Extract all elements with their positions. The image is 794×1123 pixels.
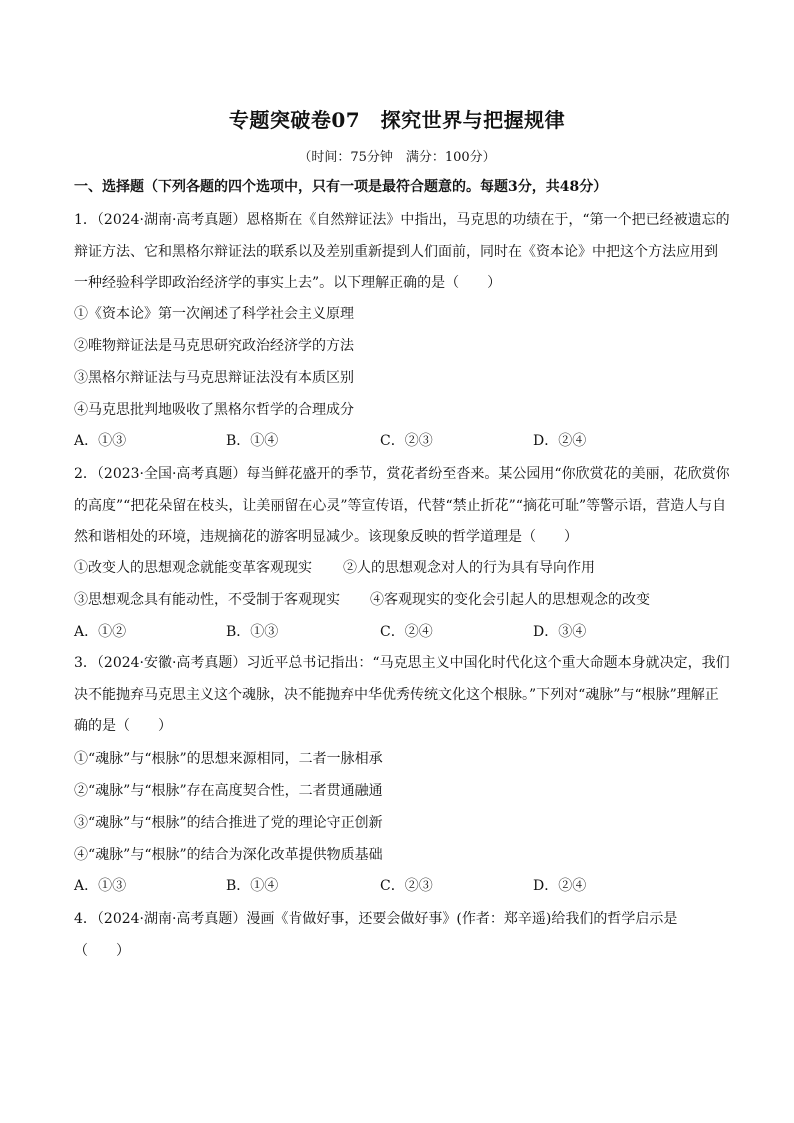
section-heading: 一、选择题（下列各题的四个选项中，只有一项是最符合题意的。每题3分，共48分）: [74, 179, 608, 195]
statement-3: ③“魂脉”与“根脉”的结合推进了党的理论守正创新: [74, 815, 383, 831]
stem-line: 一种经验科学即政治经济学的事实上去”。以下理解正确的是（ ）: [74, 275, 502, 291]
answer-option-b: B．①④: [226, 878, 279, 894]
answer-option-a: A．①③: [74, 433, 127, 449]
stem-line: 1．（2024·湖南·高考真题）恩格斯在《自然辩证法》中指出，马克思的功绩在于，“第一个把已经被遗忘的: [74, 212, 730, 228]
answer-option-d: D．②④: [533, 433, 587, 449]
answer-option-b: B．①④: [226, 433, 279, 449]
answer-option-d: D．③④: [533, 624, 587, 640]
statement-2: ②人的思想观念对人的行为具有导向作用: [343, 560, 595, 576]
answer-option-a: A．①②: [74, 624, 127, 640]
answer-option-c: C．②④: [380, 624, 433, 640]
exam-info: （时间：75分钟 满分：100分）: [298, 150, 496, 165]
statement-3: ③思想观念具有能动性，不受制于客观现实: [74, 592, 340, 608]
stem-line: 确的是（ ）: [74, 718, 172, 734]
stem-line: 决不能抛弃马克思主义这个魂脉，决不能抛弃中华优秀传统文化这个根脉。”下列对“魂脉”与“根脉”理解正: [74, 686, 719, 703]
page-title: 专题突破卷07 探究世界与把握规律: [228, 108, 566, 132]
question-1-stem: [74, 205, 730, 300]
answer-option-d: D．②④: [533, 878, 587, 894]
stem-line: 的高度”“把花朵留在枝头，让美丽留在心灵”等宣传语，代替“禁止折花”“摘花可耻”等警示语，营造人与自: [74, 497, 727, 514]
answer-option-b: B．①③: [226, 624, 279, 640]
stem-line: 然和谐相处的环境，违规摘花的游客明显减少。该现象反映的哲学道理是（ ）: [74, 529, 578, 545]
answer-option-a: A．①③: [74, 878, 127, 894]
statement-4: ④马克思批判地吸收了黑格尔哲学的合理成分: [74, 402, 354, 418]
statement-3: ③黑格尔辩证法与马克思辩证法没有本质区别: [74, 370, 354, 386]
question-3-stem: [74, 648, 730, 743]
statement-1: ①《资本论》第一次阐述了科学社会主义原理: [74, 306, 354, 322]
stem-line: 辩证方法、它和黑格尔辩证法的联系以及差别重新提到人们面前，同时在《资本论》中把这个方法应用到: [74, 243, 718, 260]
statement-4: ④客观现实的变化会引起人的思想观念的改变: [370, 592, 650, 608]
stem-line: 3．（2024·安徽·高考真题）习近平总书记指出：“马克思主义中国化时代化这个重大命题本身就决定，我们: [74, 655, 730, 671]
statement-2: ②唯物辩证法是马克思研究政治经济学的方法: [74, 338, 354, 354]
statement-2: ②“魂脉”与“根脉”存在高度契合性，二者贯通融通: [74, 783, 383, 799]
stem-line: （ ）: [74, 942, 130, 959]
statement-4: ④“魂脉”与“根脉”的结合为深化改革提供物质基础: [74, 847, 383, 863]
question-4-stem: [74, 904, 724, 967]
statement-1: ①改变人的思想观念就能变革客观现实: [74, 560, 312, 576]
statement-1: ①“魂脉”与“根脉”的思想来源相同，二者一脉相承: [74, 751, 383, 767]
answer-option-c: C．②③: [380, 878, 433, 894]
stem-line: 4．（2024·湖南·高考真题）漫画《肯做好事，还要会做好事》(作者：郑辛遥)给我们的哲学启示是: [74, 911, 678, 927]
answer-option-c: C．②③: [380, 433, 433, 449]
stem-line: 2．（2023·全国·高考真题）每当鲜花盛开的季节，赏花者纷至沓来。某公园用“你欣赏花的美丽，花欣赏你: [74, 466, 730, 482]
question-2-stem: [74, 459, 730, 554]
